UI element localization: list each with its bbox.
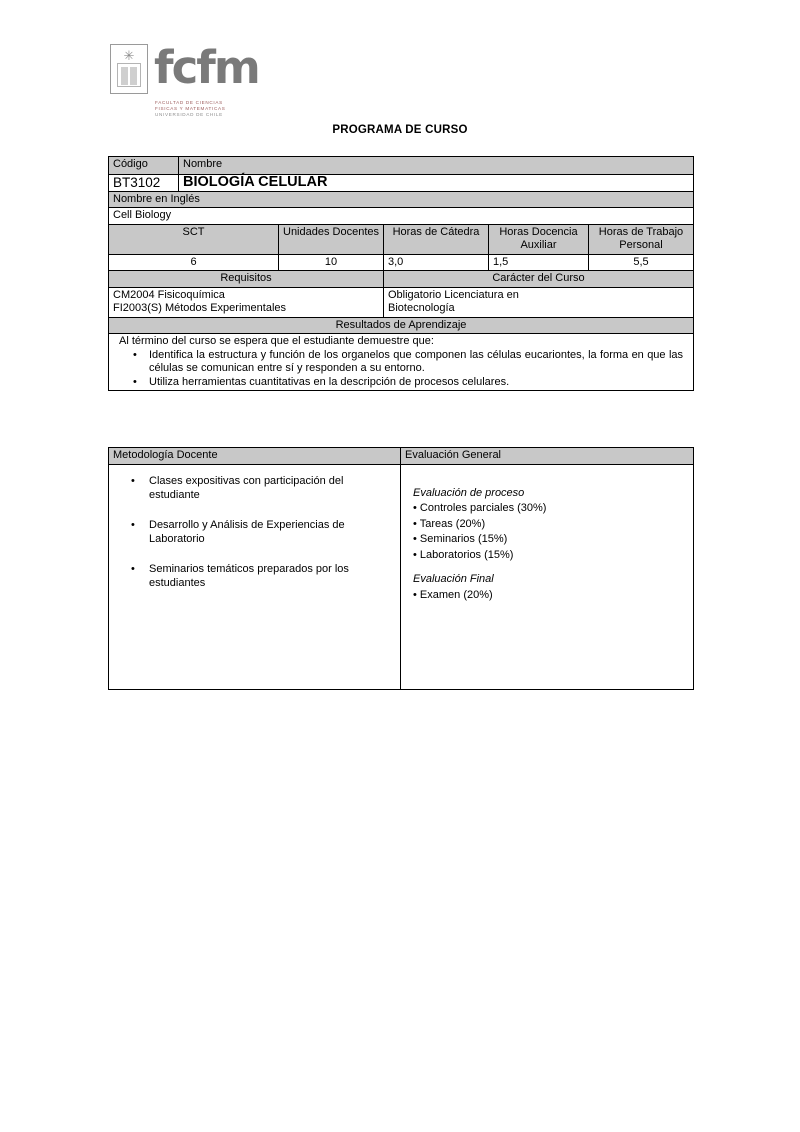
logo-wordmark: fcfm: [154, 41, 259, 94]
evaluacion-body: [405, 466, 689, 608]
evaluacion-proceso-item: • Seminarios (15%): [413, 533, 508, 545]
table-row: [109, 254, 694, 271]
label-caracter: Carácter del Curso: [384, 271, 694, 288]
value-metodologia: [109, 464, 401, 689]
table-row: [109, 208, 694, 225]
value-nombre: BIOLOGÍA CELULAR: [179, 175, 694, 192]
evaluacion-final-item: • Examen (20%): [413, 588, 493, 601]
label-horas-trabajo-personal: Horas de Trabajo Personal: [589, 224, 694, 254]
label-requisitos: Requisitos: [109, 271, 384, 288]
label-metodologia: Metodología Docente: [109, 448, 401, 465]
table-row: [109, 224, 694, 254]
faculty-logo: [110, 41, 259, 124]
page-title: PROGRAMA DE CURSO: [332, 124, 468, 136]
label-evaluacion: Evaluación General: [401, 448, 694, 465]
value-resultados: [109, 334, 694, 391]
metodologia-list: [113, 466, 396, 594]
label-nombre-ingles: Nombre en Inglés: [109, 191, 694, 208]
methodology-evaluation-table: [108, 447, 694, 690]
label-horas-catedra: Horas de Cátedra: [384, 224, 489, 254]
value-nombre-ingles: Cell Biology: [109, 208, 694, 225]
label-unidades-docentes: Unidades Docentes: [279, 224, 384, 254]
list-item: • Utiliza herramientas cuantitativas en la descripción de procesos celulares.: [149, 376, 683, 390]
label-horas-docencia-auxiliar: Horas Docencia Auxiliar: [489, 224, 589, 254]
resultados-list: [113, 349, 689, 390]
table-row: [109, 448, 694, 465]
table-row: [109, 464, 694, 689]
evaluacion-proceso-item: • Tareas (20%): [413, 517, 486, 530]
table-row: [109, 157, 694, 175]
value-sct: 6: [109, 254, 279, 271]
logo-subtitle-line2: FISICAS Y MATEMATICAS: [155, 106, 226, 112]
value-codigo: BT3102: [109, 175, 179, 192]
value-caracter: [384, 287, 694, 317]
label-sct: SCT: [109, 224, 279, 254]
list-item: • Seminarios temáticos preparados por los estudiantes: [149, 562, 392, 590]
label-resultados: Resultados de Aprendizaje: [109, 317, 694, 334]
value-evaluacion: [401, 464, 694, 689]
table-row: [109, 334, 694, 391]
course-info-table: [108, 156, 694, 391]
value-horas-catedra: 3,0: [384, 254, 489, 271]
requisito-item: CM2004 Fisicoquímica: [113, 288, 225, 301]
star-icon: ✳: [123, 48, 135, 63]
university-emblem-icon: [110, 44, 148, 94]
spacer: [413, 563, 685, 572]
resultados-intro: Al término del curso se espera que el estudiante demuestre que:: [119, 335, 434, 347]
value-requisitos: [109, 287, 384, 317]
caracter-line: Obligatorio Licenciatura en: [388, 288, 519, 301]
table-row: [109, 191, 694, 208]
label-codigo: Código: [109, 157, 179, 175]
list-item: • Identifica la estructura y función de los organelos que componen las células eucariontes, la forma en que las células se comunican entre sí y responden a su entorno.: [149, 349, 683, 376]
table-row: [109, 175, 694, 192]
value-horas-trabajo-personal: 5,5: [589, 254, 694, 271]
list-item: • Clases expositivas con participación del estudiante: [149, 474, 392, 502]
evaluacion-proceso-title: Evaluación de proceso: [413, 486, 525, 499]
table-row: [109, 287, 694, 317]
table-row: [109, 317, 694, 334]
logo-subtitle: [155, 100, 275, 119]
caracter-line: Biotecnología: [388, 302, 455, 314]
label-nombre: Nombre: [179, 157, 694, 175]
requisito-item: FI2003(S) Métodos Experimentales: [113, 302, 287, 314]
logo-subtitle-line1: FACULTAD DE CIENCIAS: [155, 100, 223, 105]
value-horas-docencia-auxiliar: 1,5: [489, 254, 589, 271]
evaluacion-final-title: Evaluación Final: [413, 573, 494, 585]
table-row: [109, 271, 694, 288]
emblem-inner-shape: [117, 63, 141, 87]
list-item: • Desarrollo y Análisis de Experiencias de Laboratorio: [149, 518, 392, 546]
evaluacion-proceso-item: • Laboratorios (15%): [413, 548, 514, 561]
value-unidades-docentes: 10: [279, 254, 384, 271]
evaluacion-proceso-item: • Controles parciales (30%): [413, 502, 547, 514]
logo-subtitle-line3: UNIVERSIDAD DE CHILE: [155, 112, 223, 118]
